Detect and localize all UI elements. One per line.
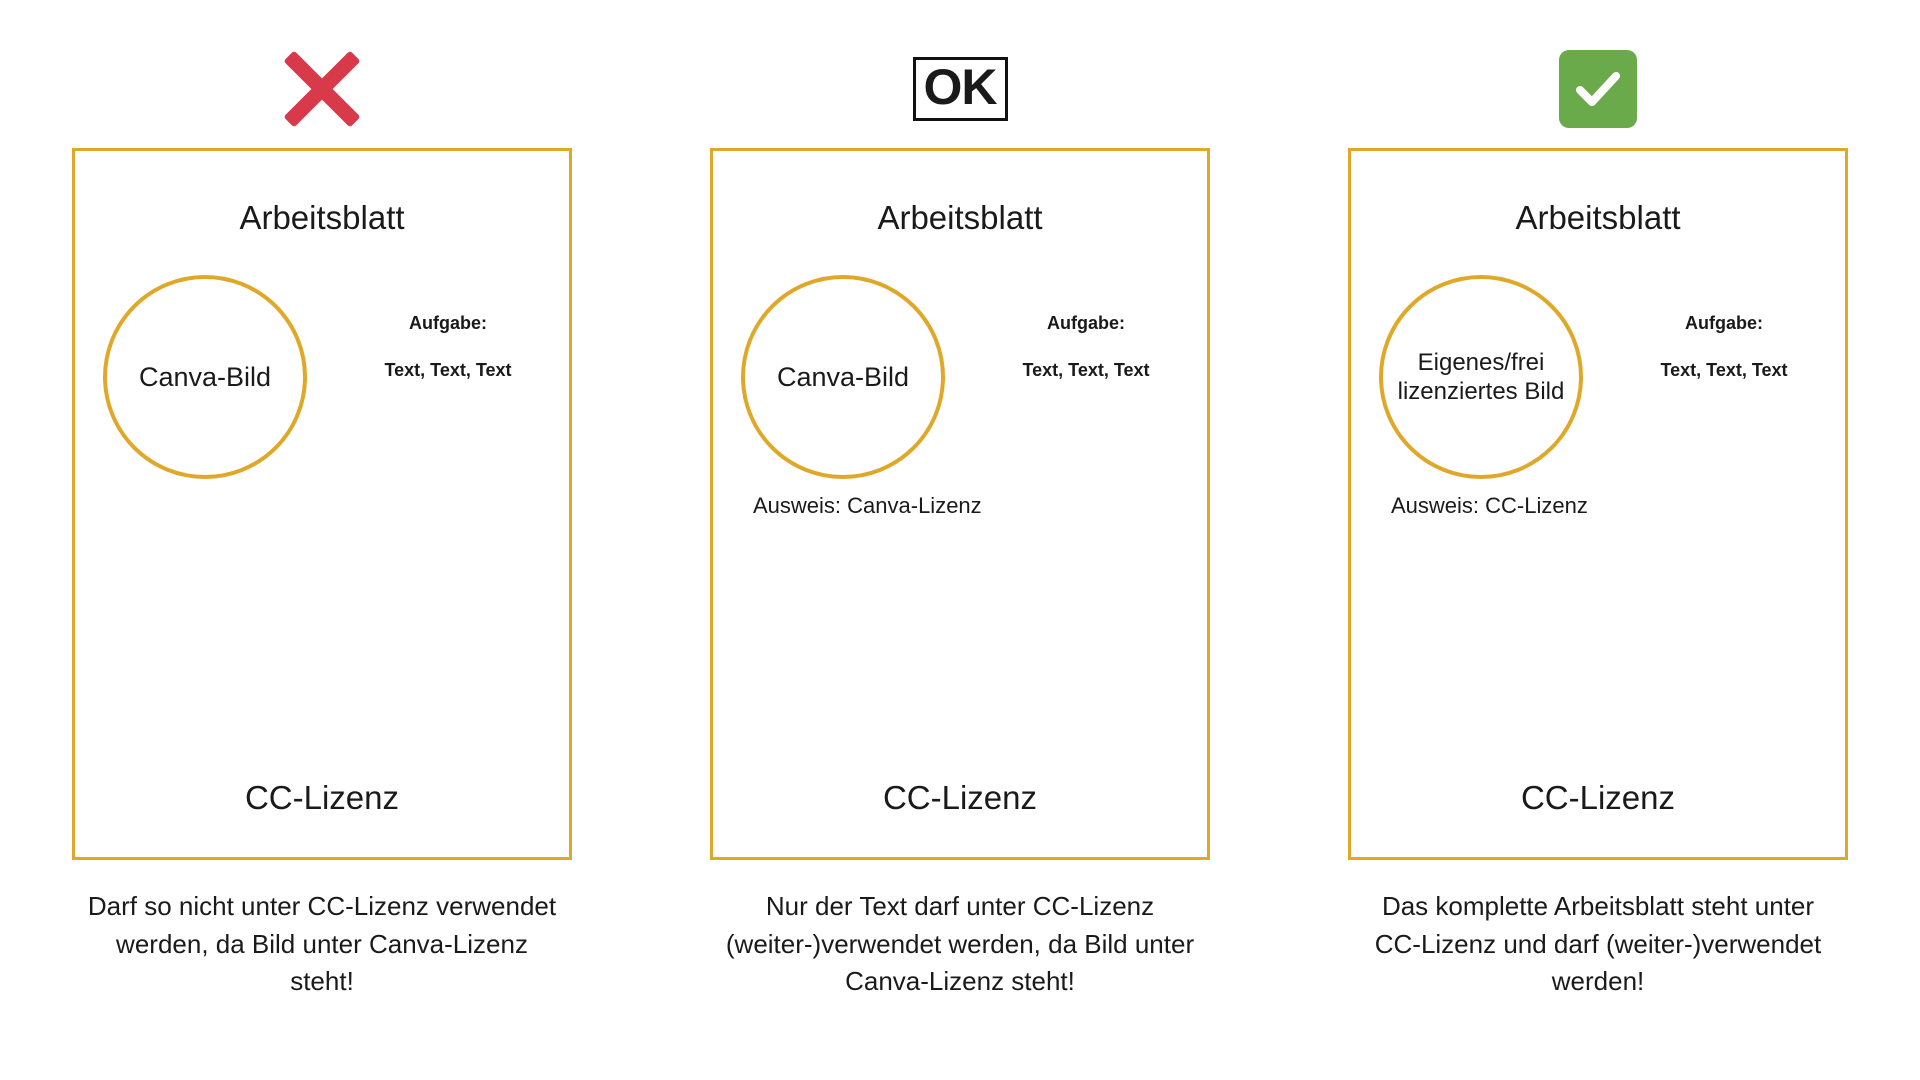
worksheet-footer-license: CC-Lizenz [1520, 779, 1676, 816]
worksheet-title: Arbeitsblatt [1515, 199, 1681, 236]
worksheet-body [75, 265, 569, 505]
worksheet-body [713, 265, 1207, 518]
cross-icon [283, 50, 361, 128]
task-text: Text, Text, Text [1022, 360, 1150, 380]
license-note: Ausweis: CC-Lizenz [1391, 493, 1588, 518]
task-text: Text, Text, Text [384, 360, 512, 380]
status-mark-check [1559, 30, 1637, 148]
column-caption: Nur der Text darf unter CC-Lizenz (weiter-)verwendet werden, da Bild unter Canva-Lizenz steht! [725, 891, 1195, 997]
column-partly-allowed [710, 30, 1210, 1001]
worksheet-title: Arbeitsblatt [239, 199, 405, 236]
ok-box-icon: OK [913, 57, 1008, 121]
worksheet-title: Arbeitsblatt [877, 199, 1043, 236]
check-icon [1559, 50, 1637, 128]
column-caption: Das komplette Arbeitsblatt steht unter CC-Lizenz und darf (weiter-)verwendet werden! [1374, 891, 1822, 997]
worksheet-card [710, 148, 1210, 860]
task-label: Aufgabe: [1685, 313, 1763, 333]
status-mark-ok [913, 30, 1008, 148]
worksheet-card [1348, 148, 1848, 860]
column-caption: Darf so nicht unter CC-Lizenz verwendet werden, da Bild unter Canva-Lizenz steht! [87, 891, 557, 997]
image-placeholder: Eigenes/frei lizenziertes Bild [1379, 275, 1583, 479]
task-text: Text, Text, Text [1660, 360, 1788, 380]
task-label: Aufgabe: [409, 313, 487, 333]
worksheet-footer-license: CC-Lizenz [244, 779, 400, 816]
status-mark-cross [283, 30, 361, 148]
image-placeholder: Canva-Bild [741, 275, 945, 479]
task-block [1613, 313, 1835, 381]
license-note: Ausweis: Canva-Lizenz [753, 493, 982, 518]
column-allowed [1348, 30, 1848, 1001]
worksheet-card [72, 148, 572, 860]
task-block [975, 313, 1197, 381]
task-label: Aufgabe: [1047, 313, 1125, 333]
column-not-allowed [72, 30, 572, 1001]
task-block [337, 313, 559, 381]
image-placeholder: Canva-Bild [103, 275, 307, 479]
worksheet-footer-license: CC-Lizenz [882, 779, 1038, 816]
worksheet-body [1351, 265, 1845, 518]
